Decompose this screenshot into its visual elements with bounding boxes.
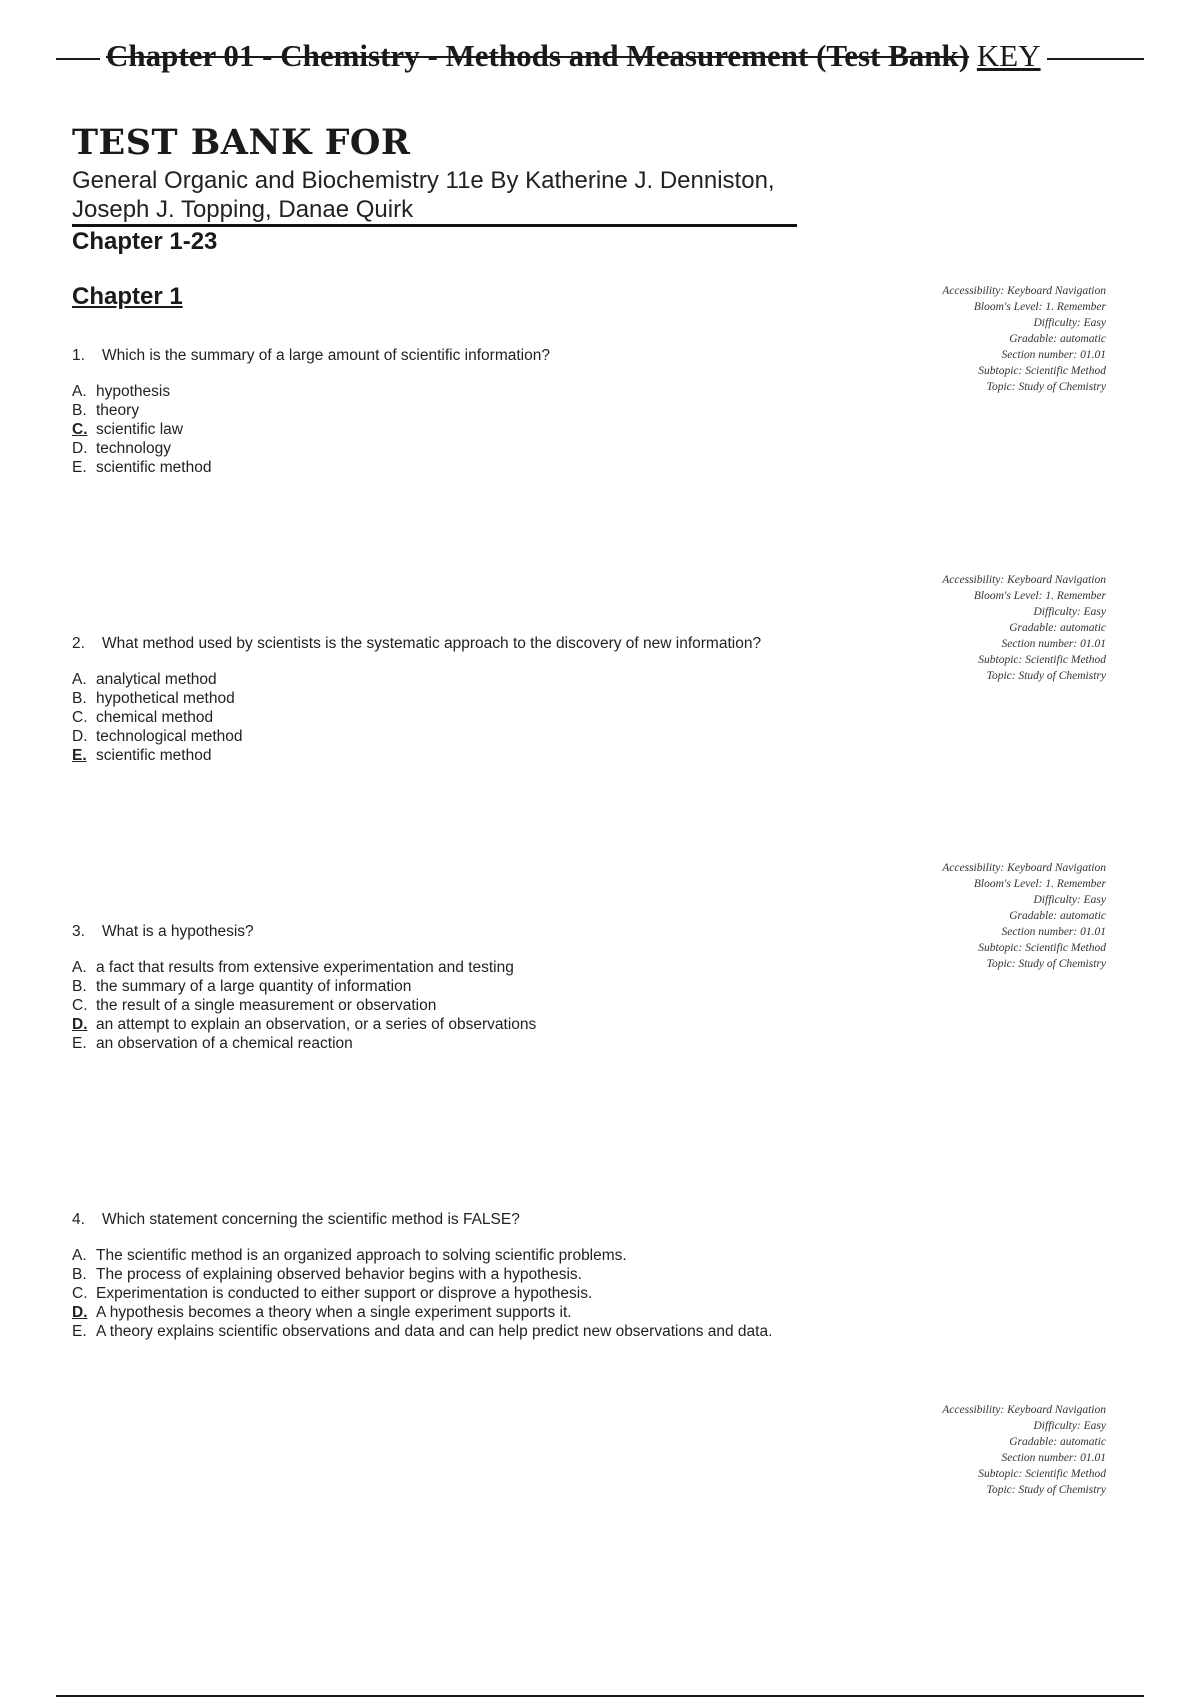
answer-option (72, 458, 792, 477)
meta-line: Accessibility: Keyboard Navigation (942, 862, 1106, 874)
option-letter: C. (72, 709, 88, 726)
meta-line: Difficulty: Easy (1033, 1420, 1106, 1432)
option-text: theory (96, 402, 140, 419)
answer-option-correct (72, 746, 792, 765)
option-letter: C. (72, 997, 88, 1014)
answer-option (72, 1246, 792, 1265)
option-letter: A. (72, 383, 87, 400)
meta-line: Subtopic: Scientific Method (978, 365, 1106, 377)
answer-option (72, 727, 792, 746)
option-text: an attempt to explain an observation, or a series of observations (96, 1016, 537, 1033)
book-subtitle (72, 166, 792, 224)
answer-option (72, 401, 792, 420)
meta-line: Gradable: automatic (1009, 1436, 1106, 1448)
meta-line: Section number: 01.01 (1001, 926, 1106, 938)
answer-option (72, 1322, 792, 1341)
answer-option (72, 670, 792, 689)
answer-option (72, 1034, 792, 1053)
option-letter: B. (72, 1266, 87, 1283)
option-letter: D. (72, 1016, 88, 1033)
meta-line: Subtopic: Scientific Method (978, 942, 1106, 954)
option-text: analytical method (96, 671, 217, 688)
meta-line: Subtopic: Scientific Method (978, 654, 1106, 666)
option-text: A hypothesis becomes a theory when a single experiment supports it. (96, 1304, 572, 1321)
meta-line: Gradable: automatic (1009, 910, 1106, 922)
question-prompt: Which is the summary of a large amount of scientific information? (102, 347, 550, 364)
option-letter: E. (72, 1035, 87, 1052)
question-4 (72, 1211, 792, 1341)
page-title-key: KEY (976, 38, 1041, 73)
meta-line: Topic: Study of Chemistry (986, 381, 1106, 393)
option-letter: E. (72, 747, 87, 764)
option-text: a fact that results from extensive experimentation and testing (96, 959, 514, 976)
meta-line: Section number: 01.01 (1001, 349, 1106, 361)
option-text: technological method (96, 728, 243, 745)
answer-option-correct (72, 420, 792, 439)
question-3-metadata (806, 860, 1106, 972)
footer-rule (56, 1695, 1144, 1697)
option-letter: B. (72, 978, 87, 995)
page-title-struck: Chapter 01 - Chemistry - Methods and Measurement (Test Bank) (106, 38, 970, 73)
option-letter: C. (72, 421, 88, 438)
meta-line: Topic: Study of Chemistry (986, 670, 1106, 682)
answer-option (72, 958, 792, 977)
answer-option-correct (72, 1015, 792, 1034)
meta-line: Bloom's Level: 1. Remember (973, 590, 1106, 602)
meta-line: Accessibility: Keyboard Navigation (942, 574, 1106, 586)
question-prompt: What is a hypothesis? (102, 923, 254, 940)
page-header (0, 36, 1200, 80)
option-letter: A. (72, 1247, 87, 1264)
question-prompt: What method used by scientists is the systematic approach to the discovery of new information? (102, 635, 762, 652)
answer-option (72, 439, 792, 458)
question-number: 1. (72, 347, 85, 364)
question-text (72, 635, 792, 653)
meta-line: Subtopic: Scientific Method (978, 1468, 1106, 1480)
chapter-range: Chapter 1-23 (72, 228, 218, 255)
meta-line: Section number: 01.01 (1001, 1452, 1106, 1464)
option-letter: D. (72, 1304, 88, 1321)
meta-line: Difficulty: Easy (1033, 894, 1106, 906)
option-text: chemical method (96, 709, 214, 726)
question-number: 2. (72, 635, 85, 652)
question-1-metadata (806, 283, 1106, 395)
option-letter: E. (72, 459, 87, 476)
meta-line: Difficulty: Easy (1033, 606, 1106, 618)
question-3 (72, 923, 792, 1053)
page-title (100, 38, 1047, 74)
option-letter: A. (72, 671, 87, 688)
option-text: scientific method (96, 747, 212, 764)
option-text: the result of a single measurement or observation (96, 997, 437, 1014)
option-text: scientific law (96, 421, 183, 438)
test-bank-title: TEST BANK FOR (72, 122, 411, 163)
question-text (72, 347, 792, 365)
option-text: technology (96, 440, 171, 457)
option-text: hypothesis (96, 383, 171, 400)
question-prompt: Which statement concerning the scientific method is FALSE? (102, 1211, 520, 1228)
meta-line: Accessibility: Keyboard Navigation (942, 285, 1106, 297)
meta-line: Difficulty: Easy (1033, 317, 1106, 329)
answer-option (72, 1265, 792, 1284)
answer-option (72, 1284, 792, 1303)
option-text: hypothetical method (96, 690, 235, 707)
option-letter: E. (72, 1323, 87, 1340)
book-subtitle-line2: Joseph J. Topping, Danae Quirk (72, 196, 414, 223)
answer-option (72, 708, 792, 727)
question-2-metadata (806, 572, 1106, 684)
meta-line: Bloom's Level: 1. Remember (973, 878, 1106, 890)
option-letter: D. (72, 728, 88, 745)
meta-line: Topic: Study of Chemistry (986, 958, 1106, 970)
question-text (72, 923, 792, 941)
question-number: 4. (72, 1211, 85, 1228)
option-text: an observation of a chemical reaction (96, 1035, 353, 1052)
meta-line: Section number: 01.01 (1001, 638, 1106, 650)
option-letter: B. (72, 402, 87, 419)
question-4-metadata (806, 1402, 1106, 1498)
meta-line: Gradable: automatic (1009, 333, 1106, 345)
question-number: 3. (72, 923, 85, 940)
chapter-heading: Chapter 1 (72, 283, 183, 310)
option-text: Experimentation is conducted to either support or disprove a hypothesis. (96, 1285, 593, 1302)
option-letter: B. (72, 690, 87, 707)
cover-divider (72, 224, 797, 227)
option-text: scientific method (96, 459, 212, 476)
meta-line: Gradable: automatic (1009, 622, 1106, 634)
option-text: The scientific method is an organized approach to solving scientific problems. (96, 1247, 627, 1264)
option-letter: D. (72, 440, 88, 457)
book-subtitle-line1: General Organic and Biochemistry 11e By Katherine J. Denniston, (72, 167, 775, 194)
question-2 (72, 635, 792, 765)
meta-line: Topic: Study of Chemistry (986, 1484, 1106, 1496)
meta-line: Accessibility: Keyboard Navigation (942, 1404, 1106, 1416)
option-letter: C. (72, 1285, 88, 1302)
question-text (72, 1211, 792, 1229)
answer-option (72, 996, 792, 1015)
question-1 (72, 347, 792, 477)
answer-option (72, 977, 792, 996)
option-letter: A. (72, 959, 87, 976)
option-text: the summary of a large quantity of information (96, 978, 412, 995)
option-text: A theory explains scientific observations and data and can help predict new observations and data. (96, 1323, 773, 1340)
answer-option (72, 689, 792, 708)
answer-option (72, 382, 792, 401)
meta-line: Bloom's Level: 1. Remember (973, 301, 1106, 313)
option-text: The process of explaining observed behavior begins with a hypothesis. (96, 1266, 582, 1283)
answer-option-correct (72, 1303, 792, 1322)
